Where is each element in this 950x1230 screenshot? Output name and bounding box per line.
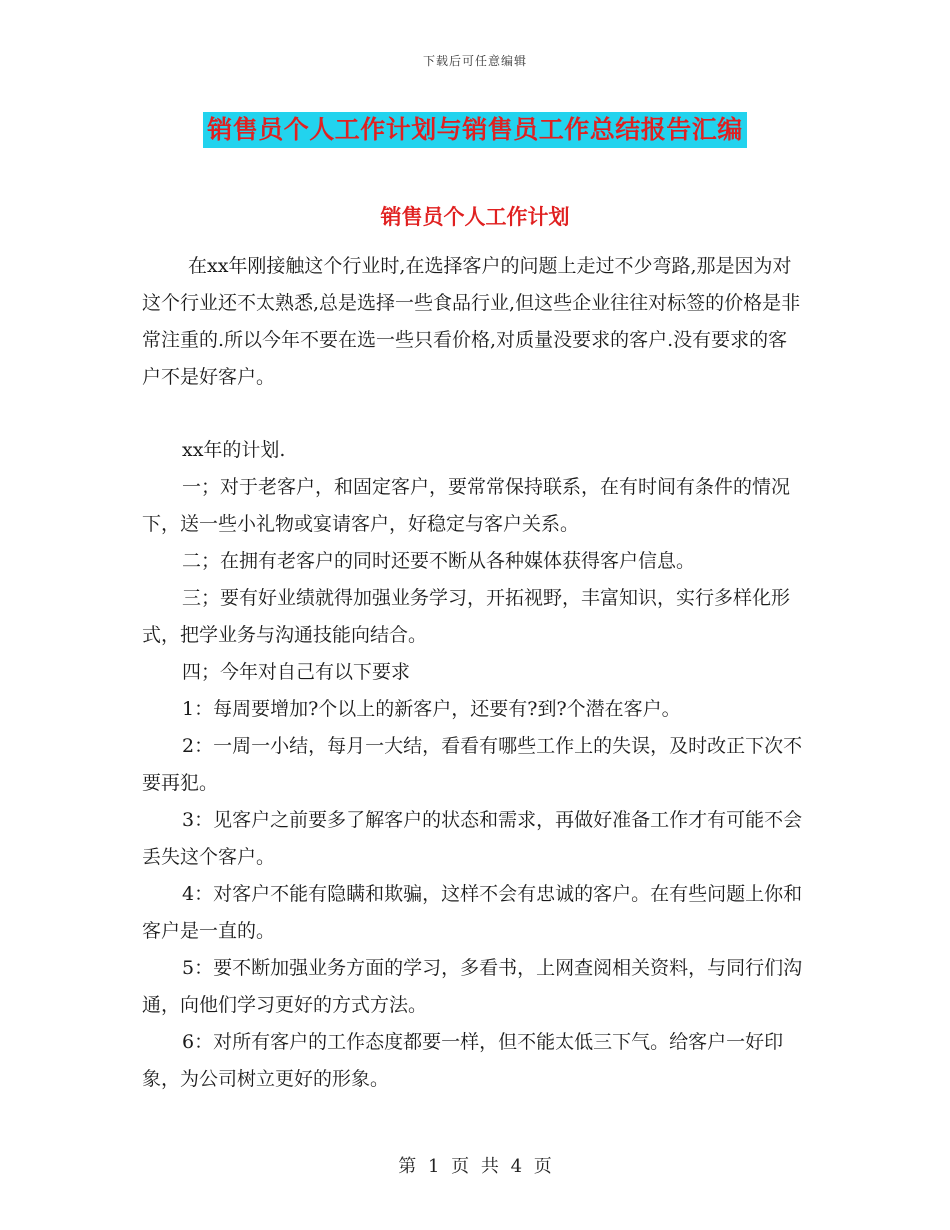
requirement-4: 4：对客户不能有隐瞒和欺骗，这样不会有忠诚的客户。在有些问题上你和客户是一直的。 xyxy=(142,883,803,942)
requirement-3: 3：见客户之前要多了解客户的状态和需求，再做好准备工作才有可能不会丢失这个客户。 xyxy=(142,809,803,868)
plan-item-3: 三；要有好业绩就得加强业务学习，开拓视野，丰富知识，实行多样化形式，把学业务与沟通技能向结合。 xyxy=(142,587,791,646)
header-note: 下载后可任意编辑 xyxy=(422,54,527,68)
requirement-6: 6：对所有客户的工作态度都要一样，但不能太低三下气。给客户一好印象，为公司树立更好的形象。 xyxy=(142,1031,784,1090)
intro-paragraph: 在xx年刚接触这个行业时,在选择客户的问题上走过不少弯路,那是因为对这个行业还不太熟悉,总是选择一些食品行业,但这些企业往往对标签的价格是非常注重的.所以今年不要在选一些只看价格,对质量没要求的客户.没有要求的客户不是好客户。 xyxy=(142,255,801,388)
page-footer: 第 1 页 共 4 页 xyxy=(398,1156,552,1177)
requirement-2: 2：一周一小结，每月一大结，看看有哪些工作上的失误，及时改正下次不要再犯。 xyxy=(142,735,803,794)
plan-heading: xx年的计划. xyxy=(182,439,286,461)
section-title: 销售员个人工作计划 xyxy=(380,204,570,229)
requirement-1: 1：每周要增加?个以上的新客户，还要有?到?个潜在客户。 xyxy=(182,698,681,720)
main-title-container xyxy=(0,112,950,148)
document-title: 销售员个人工作计划与销售员工作总结报告汇编 xyxy=(203,112,747,148)
plan-item-4: 四；今年对自己有以下要求 xyxy=(182,661,411,683)
requirement-5: 5：要不断加强业务方面的学习，多看书，上网查阅相关资料，与同行们沟通，向他们学习更好的方式方法。 xyxy=(142,957,803,1016)
plan-body xyxy=(142,432,806,1098)
plan-item-2: 二；在拥有老客户的同时还要不断从各种媒体获得客户信息。 xyxy=(182,550,696,572)
plan-item-1: 一；对于老客户，和固定客户，要常常保持联系，在有时间有条件的情况下，送一些小礼物或宴请客户，好稳定与客户关系。 xyxy=(142,476,791,535)
